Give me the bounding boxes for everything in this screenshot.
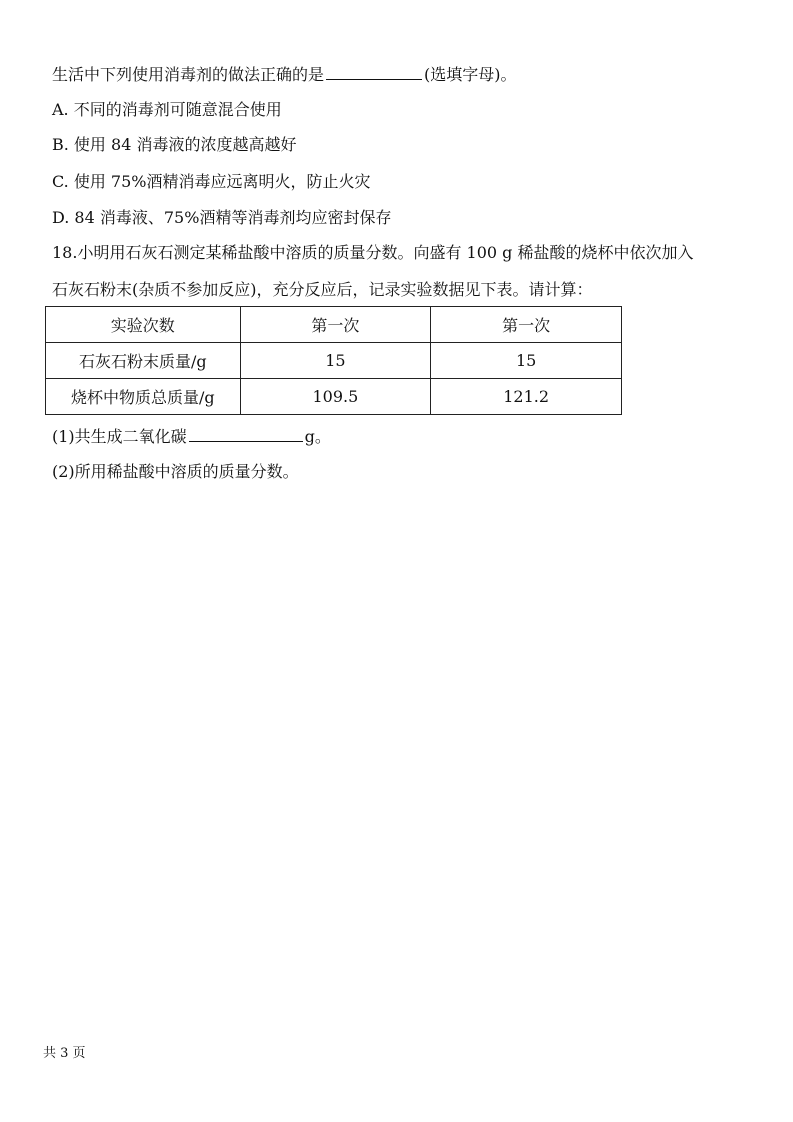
- option-c: C. 使用 75%酒精消毒应远离明火，防止火灾: [52, 172, 371, 191]
- intro-prefix: 生活中下列使用消毒剂的做法正确的是: [52, 65, 325, 84]
- question-18-line-1: 18.小明用石灰石测定某稀盐酸中溶质的质量分数。向盛有 100 g 稀盐酸的烧杯中依次加入: [52, 243, 694, 262]
- table-cell: 15: [431, 343, 622, 379]
- option-d: D. 84 消毒液、75%酒精等消毒剂均应密封保存: [52, 208, 392, 227]
- table-cell: 第一次: [431, 307, 622, 343]
- sub-question-2: (2)所用稀盐酸中溶质的质量分数。: [52, 462, 299, 481]
- table-row: [46, 307, 622, 343]
- table-cell: 石灰石粉末质量/g: [46, 343, 241, 379]
- sub1-prefix: (1)共生成二氧化碳: [52, 427, 187, 446]
- question-18-line-2: 石灰石粉末(杂质不参加反应)，充分反应后，记录实验数据见下表。请计算：: [52, 280, 593, 299]
- option-b: B. 使用 84 消毒液的浓度越高越好: [52, 135, 297, 154]
- answer-blank[interactable]: [189, 425, 303, 442]
- sub1-suffix: g。: [304, 427, 331, 446]
- table-cell: 121.2: [431, 379, 622, 415]
- option-a: A. 不同的消毒剂可随意混合使用: [52, 100, 282, 119]
- table-cell: 第一次: [240, 307, 431, 343]
- experiment-data-table: [45, 306, 622, 415]
- page-footer: 共 3 页: [43, 1046, 86, 1061]
- table-cell: 烧杯中物质总质量/g: [46, 379, 241, 415]
- answer-blank[interactable]: [326, 63, 422, 80]
- sub-question-1: [52, 425, 331, 448]
- table-row: [46, 343, 622, 379]
- table-row: [46, 379, 622, 415]
- table-cell: 15: [240, 343, 431, 379]
- table-cell: 实验次数: [46, 307, 241, 343]
- table-cell: 109.5: [240, 379, 431, 415]
- intro-suffix: (选填字母)。: [424, 65, 517, 84]
- intro-question: [52, 63, 517, 86]
